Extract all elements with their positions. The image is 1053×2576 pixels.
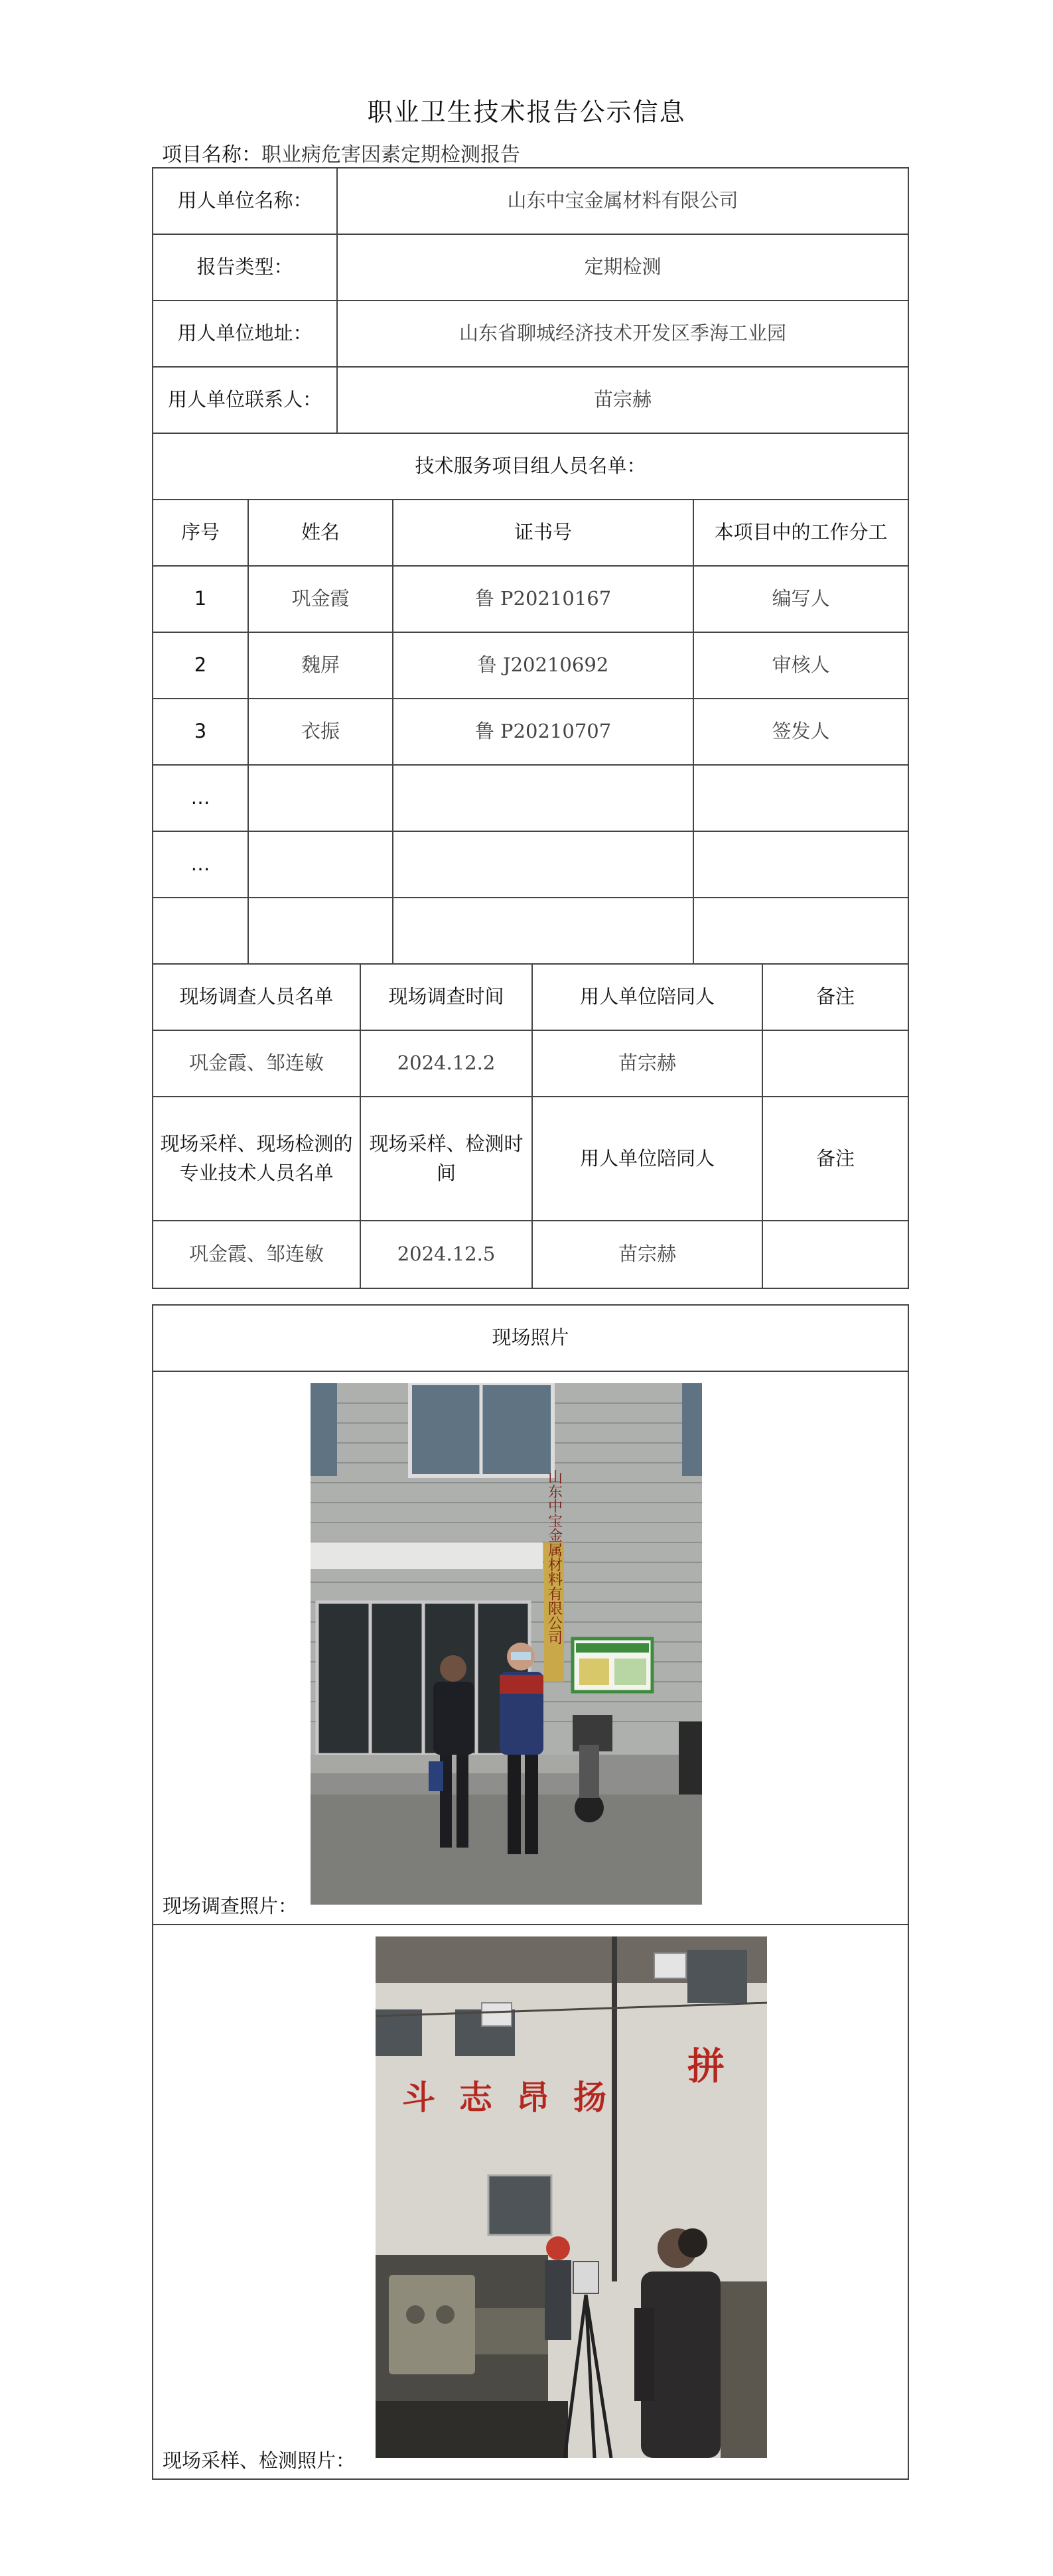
photos-heading-row <box>153 1306 908 1372</box>
team-cert <box>393 766 694 831</box>
wall-slogan-right: 拼 <box>687 2045 725 2088</box>
info-table <box>152 167 909 1289</box>
survey-escort: 苗宗赫 <box>533 1031 763 1096</box>
team-heading-row <box>153 434 908 500</box>
team-cert <box>393 832 694 897</box>
info-row <box>153 235 908 301</box>
team-cert: 鲁 J20210692 <box>393 633 694 698</box>
team-name: 衣振 <box>249 699 393 764</box>
team-role <box>694 832 908 897</box>
team-index: 3 <box>153 699 249 764</box>
info-value: 苗宗赫 <box>593 388 652 411</box>
page-title: 职业卫生技术报告公示信息 <box>367 98 686 127</box>
team-role: 审核人 <box>772 653 830 677</box>
sampling-photo <box>376 1936 767 2458</box>
photos-heading: 现场照片 <box>492 1326 569 1349</box>
team-row <box>153 898 908 965</box>
team-header: 本项目中的工作分工 <box>714 521 888 544</box>
sampling-photo-label: 现场采样、检测照片： <box>163 2449 356 2472</box>
team-index: … <box>153 766 249 831</box>
photos-table <box>152 1304 909 2480</box>
survey-note <box>763 1031 908 1096</box>
team-row <box>153 567 908 633</box>
project-name-label: 项目名称： <box>162 143 261 167</box>
sampling-staff: 巩金霞、邹连敏 <box>153 1221 361 1288</box>
team-name <box>249 766 393 831</box>
info-label: 报告类型： <box>153 235 338 300</box>
sampling-escort: 苗宗赫 <box>533 1221 763 1288</box>
team-row <box>153 699 908 766</box>
project-name-value: 职业病危害因素定期检测报告 <box>261 143 520 167</box>
survey-photo-label: 现场调查照片： <box>163 1895 298 1917</box>
team-header-row <box>153 500 908 567</box>
team-name: 魏屏 <box>249 633 393 698</box>
survey-staff: 巩金霞、邹连敏 <box>153 1031 361 1096</box>
sampling-header-row <box>153 1097 908 1221</box>
sampling-row <box>153 1221 908 1288</box>
survey-header: 现场调查人员名单 <box>153 965 361 1030</box>
sampling-photo-row <box>153 1925 908 2478</box>
team-cert <box>393 898 694 963</box>
sampling-date: 2024.12.5 <box>361 1221 533 1288</box>
team-name <box>249 832 393 897</box>
team-name <box>249 898 393 963</box>
team-header: 姓名 <box>249 500 393 565</box>
info-label: 用人单位联系人： <box>153 368 338 433</box>
team-name: 巩金霞 <box>249 567 393 632</box>
team-role <box>694 766 908 831</box>
team-role: 编写人 <box>772 587 830 610</box>
team-row <box>153 633 908 699</box>
survey-photo <box>311 1383 702 1905</box>
info-row <box>153 169 908 235</box>
team-cert: 鲁 P20210167 <box>393 567 694 632</box>
sampling-header: 现场采样、现场检测的专业技术人员名单 <box>153 1097 361 1220</box>
team-cert: 鲁 P20210707 <box>393 699 694 764</box>
team-header: 证书号 <box>393 500 694 565</box>
info-value: 山东省聊城经济技术开发区季海工业园 <box>458 322 786 345</box>
info-value: 定期检测 <box>584 255 662 279</box>
sampling-header: 备注 <box>815 1146 855 1170</box>
team-row <box>153 766 908 832</box>
survey-header-row <box>153 965 908 1031</box>
survey-header: 用人单位陪同人 <box>533 965 763 1030</box>
team-index <box>153 898 249 963</box>
project-name-line <box>162 138 520 167</box>
info-row <box>153 301 908 368</box>
info-value: 山东中宝金属材料有限公司 <box>507 189 738 212</box>
survey-photo-row <box>153 1372 908 1925</box>
team-row <box>153 832 908 898</box>
survey-header: 备注 <box>815 985 855 1008</box>
info-label: 用人单位地址： <box>153 301 338 366</box>
sampling-header: 用人单位陪同人 <box>533 1097 763 1220</box>
team-header: 序号 <box>153 500 249 565</box>
team-role <box>694 898 908 963</box>
info-label: 用人单位名称： <box>153 169 338 234</box>
info-row <box>153 368 908 434</box>
sampling-header: 现场采样、检测时间 <box>361 1097 533 1220</box>
company-sign-text: 山东中宝金属材料有限公司 <box>545 1469 563 1645</box>
survey-header: 现场调查时间 <box>361 965 533 1030</box>
survey-date: 2024.12.2 <box>361 1031 533 1096</box>
team-heading: 技术服务项目组人员名单： <box>415 454 646 478</box>
survey-row <box>153 1031 908 1097</box>
sampling-note <box>763 1221 908 1288</box>
team-index: 2 <box>153 633 249 698</box>
team-index: … <box>153 832 249 897</box>
team-role: 签发人 <box>772 720 830 743</box>
team-index: 1 <box>153 567 249 632</box>
wall-slogan: 斗志昂扬 <box>402 2078 630 2117</box>
